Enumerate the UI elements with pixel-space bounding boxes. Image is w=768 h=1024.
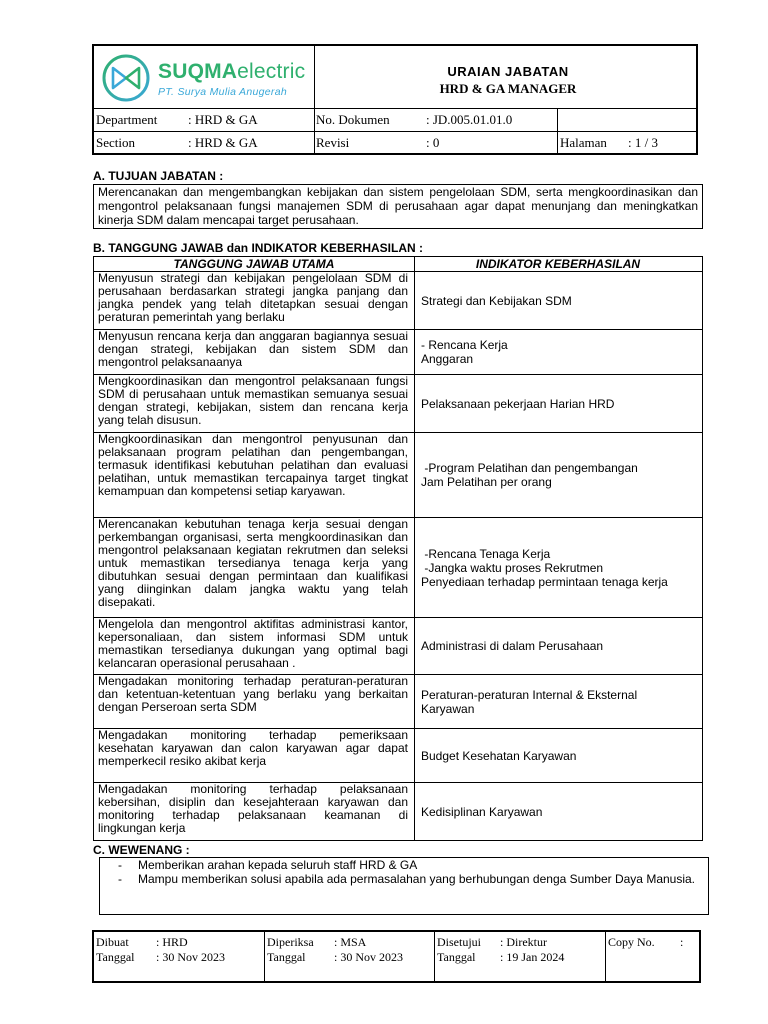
responsibility-cell: Mengelola dan mengontrol aktifitas administrasi kantor, kepersonaliaan, dan sistem informasi SDM untuk memastikan tersedianya dukungan yang optimal bagi kelancaran operasional perusahaan . [98,617,408,670]
checked-by-label: Diperiksa [267,935,314,949]
table-row [94,729,702,783]
section-c-heading: C. WEWENANG : [93,843,190,857]
indicator-cell [414,729,702,782]
department-value: : HRD & GA [188,112,258,127]
brand-name: SUQMAelectric [158,60,306,83]
indicator-cell [414,618,702,674]
table-row [94,675,702,729]
authority-item: - Mampu memberikan solusi apabila ada permasalahan yang berhubungan denga Sumber Daya Manusia. [118,872,696,886]
table-row [94,783,702,840]
indicator-line: Pelaksanaan pekerjaan Harian HRD [421,396,615,411]
section-b-heading: B. TANGGUNG JAWAB dan INDIKATOR KEBERHASILAN : [93,241,424,255]
indicator-line: Karyawan [421,701,475,716]
table-row [94,272,702,330]
copy-no-label: Copy No. [608,935,655,949]
doc-number-value: : JD.005.01.01.0 [426,112,513,127]
made-by-label: Dibuat [96,935,129,949]
checked-date-value: : 30 Nov 2023 [334,950,403,964]
indicator-line: Penyediaan terhadap permintaan tenaga kerja [421,574,668,589]
indicator-line: - Rencana Kerja [421,338,508,352]
indicator-line: Anggaran [421,352,474,366]
responsibility-cell: Mengkoordinasikan dan mengontrol penyusunan dan pelaksanaan program pelatihan dan pengembangan, termasuk identifikasi kebutuhan pelatihan dan evaluasi pelatihan, untuk memastikan tercapainya target tingkat kemampuan dan kompetensi setiap karyawan. [98,432,408,498]
indicator-line: -Jangka waktu proses Rekrutmen [421,560,604,575]
made-date-label: Tanggal [96,950,135,964]
approval-footer [92,930,701,983]
doc-number-label: No. Dokumen [316,112,390,127]
purpose-box [93,184,703,229]
checked-by-value: : MSA [334,935,367,949]
job-title: HRD & GA MANAGER [439,81,577,96]
responsibility-table [93,256,703,841]
indicator-cell [414,518,702,617]
indicator-line: -Rencana Tenaga Kerja [421,546,551,561]
approved-date-value: : 19 Jan 2024 [500,950,565,964]
page-value: : 1 / 3 [628,135,658,150]
indicator-line: Peraturan-peraturan Internal & Eksternal [421,687,638,702]
approved-date-label: Tanggal [437,950,476,964]
copy-no-value: : [680,935,684,949]
responsibility-cell: Menyusun rencana kerja dan anggaran bagiannya sesuai dengan strategi, kebijakan dan sistem SDM dan mengontrol pelaksanaanya [98,329,408,369]
indicator-line: Kedisiplinan Karyawan [421,804,543,819]
made-by-value: : HRD [156,935,188,949]
col-responsibility-header: TANGGUNG JAWAB UTAMA [173,257,335,271]
indicator-cell [414,783,702,840]
revision-value: : 0 [426,135,440,150]
authority-item: - Memberikan arahan kepada seluruh staff HRD & GA [118,858,418,872]
document-header [92,44,698,155]
table-row [94,618,702,675]
responsibility-cell: Merencanakan kebutuhan tenaga kerja sesuai dengan perkembangan organisasi, serta mengkoordinasikan dan mengontrol pelaksanaan kegiatan rekrutmen dan seleksi untuk memastikan tersedianya tenaga kerja yang dibutuhkan sesuai dengan permintaan dan kualifikasi yang diinginkan dalam jangka waktu yang telah disepakati. [98,517,408,609]
approved-by-label: Disetujui [437,935,481,949]
responsibility-cell: Mengadakan monitoring terhadap pemeriksaan kesehatan karyawan dan calon karyawan agar dapat memperkecil resiko akibat kerja [98,728,408,768]
page-label: Halaman [560,135,607,150]
indicator-line: Administrasi di dalam Perusahaan [421,639,604,653]
section-label: Section [96,135,135,150]
indicator-line: Strategi dan Kebijakan SDM [421,293,572,308]
responsibility-cell: Mengadakan monitoring terhadap pelaksanaan kebersihan, disiplin dan kesejahteraan karyawan dan monitoring terhadap pelaksanaan keamanan di lingkungan kerja [98,782,408,835]
authority-box [99,857,709,915]
checked-date-label: Tanggal [267,950,306,964]
section-a-heading: A. TUJUAN JABATAN : [93,169,224,183]
table-row [94,375,702,433]
responsibility-cell: Mengkoordinasikan dan mengontrol pelaksanaan fungsi SDM di perusahaan untuk memastikan semuanya sesuai dengan strategi, kebijakan, sistem dan rencana kerja yang telah disusun. [98,374,408,427]
table-row [94,518,702,618]
section-value: : HRD & GA [188,135,258,150]
responsibility-cell: Mengadakan monitoring terhadap peraturan-peraturan dan ketentuan-ketentuan yang berlaku yang berkaitan dengan Perseroan serta SDM [98,674,408,714]
document-title: URAIAN JABATAN [447,64,569,79]
authority-list [100,858,708,886]
indicator-line: Budget Kesehatan Karyawan [421,748,577,763]
suqma-logo-icon [100,52,152,104]
indicator-line: Jam Pelatihan per orang [421,475,552,489]
indicator-cell [414,675,702,728]
table-row [94,330,702,375]
indicator-cell [414,330,702,374]
purpose-text: Merencanakan dan mengembangkan kebijakan dan sistem pengelolaan SDM, serta mengkoordinasikan dan mengontrol pelaksanaan fungsi manajemen SDM di perusahaan agar dapat menunjang dan meningkatkan kinerja SDM dalam mencapai target perusahaan. [98,185,698,227]
indicator-line: -Program Pelatihan dan pengembangan [421,461,638,475]
brand-subtitle: PT. Surya Mulia Anugerah [158,86,287,98]
company-logo [100,52,310,104]
table-header [94,257,702,272]
indicator-cell [414,375,702,432]
department-label: Department [96,112,158,127]
indicator-cell [414,272,702,329]
revision-label: Revisi [316,135,350,150]
indicator-cell [414,433,702,517]
col-indicator-header: INDIKATOR KEBERHASILAN [475,257,641,271]
table-row [94,433,702,518]
responsibility-cell: Menyusun strategi dan kebijakan pengelolaan SDM di perusahaan berdasarkan strategi jangka panjang dan jangka pendek yang telah ditetapkan sesuai dengan peraturan pemerintah yang berlaku [98,271,408,324]
made-date-value: : 30 Nov 2023 [156,950,225,964]
approved-by-value: : Direktur [500,935,547,949]
